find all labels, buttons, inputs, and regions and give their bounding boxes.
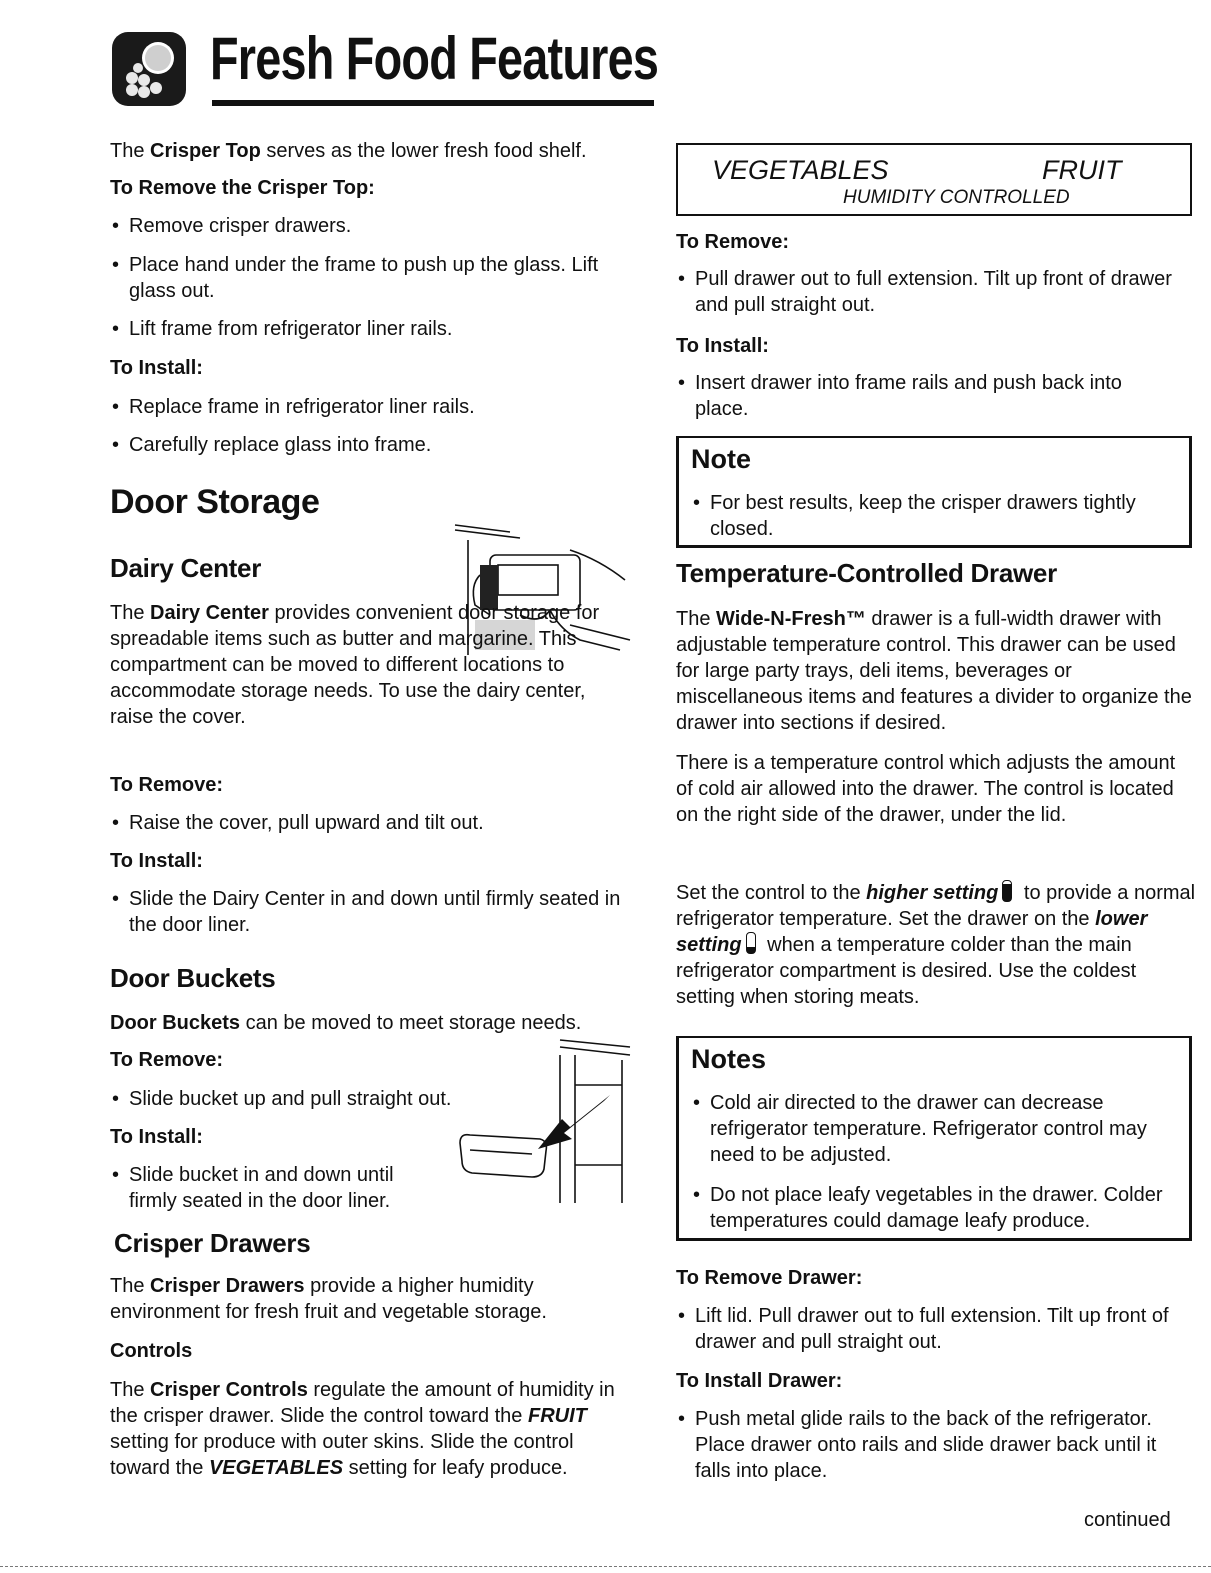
crisper-drawers-text: The Crisper Drawers provide a higher humidity environment for fresh fruit and vegetable storage.	[110, 1275, 547, 1323]
remove-top-heading: To Remove the Crisper Top:	[110, 177, 375, 199]
list-item: • Lift lid. Pull drawer out to full extension. Tilt up front of drawer and pull straight out.	[676, 1303, 1176, 1355]
note-box	[676, 436, 1192, 548]
install-top-heading: To Install:	[110, 357, 203, 379]
list-item: • Raise the cover, pull upward and tilt out.	[110, 810, 630, 836]
controls-heading: Controls	[110, 1340, 193, 1362]
fresh-food-icon	[110, 30, 188, 108]
page-bottom-rule	[0, 1566, 1211, 1567]
continued-label: continued	[1084, 1509, 1171, 1531]
temperature-drawer-p2: There is a temperature control which adjusts the amount of cold air allowed into the drawer. The control is located on the right side of the drawer, under the lid.	[676, 752, 1176, 826]
install-drawer-heading: To Install Drawer:	[676, 1370, 843, 1392]
list-item: • For best results, keep the crisper drawers tightly closed.	[691, 490, 1181, 542]
list-item: • Slide the Dairy Center in and down until firmly seated in the door liner.	[110, 886, 630, 938]
door-buckets-text: Door Buckets can be moved to meet storage needs.	[110, 1012, 582, 1034]
dairy-install-heading: To Install:	[110, 850, 203, 872]
door-buckets-title: Door Buckets	[110, 963, 276, 993]
list-item: • Slide bucket up and pull straight out.	[110, 1086, 490, 1112]
dairy-remove-heading: To Remove:	[110, 774, 223, 796]
list-item: • Place hand under the frame to push up the glass. Lift glass out.	[110, 252, 630, 304]
temperature-drawer-title: Temperature-Controlled Drawer	[676, 558, 1057, 588]
door-storage-title: Door Storage	[110, 483, 320, 521]
temperature-drawer-p1: The Wide-N-Fresh™ drawer is a full-width drawer with adjustable temperature control. This drawer can be used for large party trays, deli items, beverages or miscellaneous items and features a divider to organize the drawer into sections if desired.	[676, 608, 1192, 734]
temperature-drawer-p3: Set the control to the higher setting to provide a normal refrigerator temperature. Set the drawer on the lower setting when a temperature colder than the main refrigerator compartment is desired. Use the coldest setting when storing meats.	[676, 882, 1196, 1008]
list-item: • Insert drawer into frame rails and push back into place.	[676, 370, 1176, 422]
humidity-control-box	[676, 143, 1192, 216]
list-item: • Pull drawer out to full extension. Tilt up front of drawer and pull straight out.	[676, 266, 1176, 318]
remove-drawer-heading: To Remove Drawer:	[676, 1267, 863, 1289]
crisper-top-intro: The Crisper Top serves as the lower fresh food shelf.	[110, 140, 587, 162]
dairy-center-text: The Dairy Center provides convenient door storage for spreadable items such as butter and margarine. This compartment can be moved to different locations to accommodate storage needs. To use the dairy center, raise the cover.	[110, 602, 600, 728]
list-item: • Remove crisper drawers.	[110, 213, 630, 239]
list-item: • Replace frame in refrigerator liner rails.	[110, 394, 630, 420]
notes-box	[676, 1036, 1192, 1241]
buckets-remove-heading: To Remove:	[110, 1049, 223, 1071]
list-item: • Carefully replace glass into frame.	[110, 432, 630, 458]
list-item: • Cold air directed to the drawer can decrease refrigerator temperature. Refrigerator control may need to be adjusted.	[691, 1090, 1181, 1168]
controls-text: The Crisper Controls regulate the amount of humidity in the crisper drawer. Slide the control toward the FRUIT setting for produce with outer skins. Slide the control toward the VEGETABLES setting for leafy produce.	[110, 1379, 615, 1479]
list-item: • Do not place leafy vegetables in the drawer. Colder temperatures could damage leafy produce.	[691, 1182, 1181, 1234]
notes-title: Notes	[691, 1044, 767, 1074]
list-item: • Push metal glide rails to the back of the refrigerator. Place drawer onto rails and slide drawer back until it falls into place.	[676, 1406, 1181, 1484]
thermometer-low-icon	[746, 932, 756, 954]
list-item: • Slide bucket in and down until firmly seated in the door liner.	[110, 1162, 430, 1214]
vegetables-label: VEGETABLES	[712, 155, 889, 185]
note-title: Note	[691, 444, 751, 474]
door-bucket-illustration	[450, 1035, 635, 1205]
fruit-label: FRUIT	[1042, 155, 1122, 185]
remove-heading: To Remove:	[676, 231, 789, 253]
install-heading: To Install:	[676, 335, 769, 357]
dairy-center-title: Dairy Center	[110, 553, 262, 583]
title-underline	[212, 100, 654, 106]
thermometer-high-icon	[1002, 880, 1012, 902]
page-title: Fresh Food Features	[210, 25, 659, 92]
buckets-install-heading: To Install:	[110, 1126, 203, 1148]
crisper-drawers-title: Crisper Drawers	[114, 1228, 311, 1258]
list-item: • Lift frame from refrigerator liner rails.	[110, 316, 630, 342]
humidity-controlled-label: HUMIDITY CONTROLLED	[843, 187, 1070, 208]
